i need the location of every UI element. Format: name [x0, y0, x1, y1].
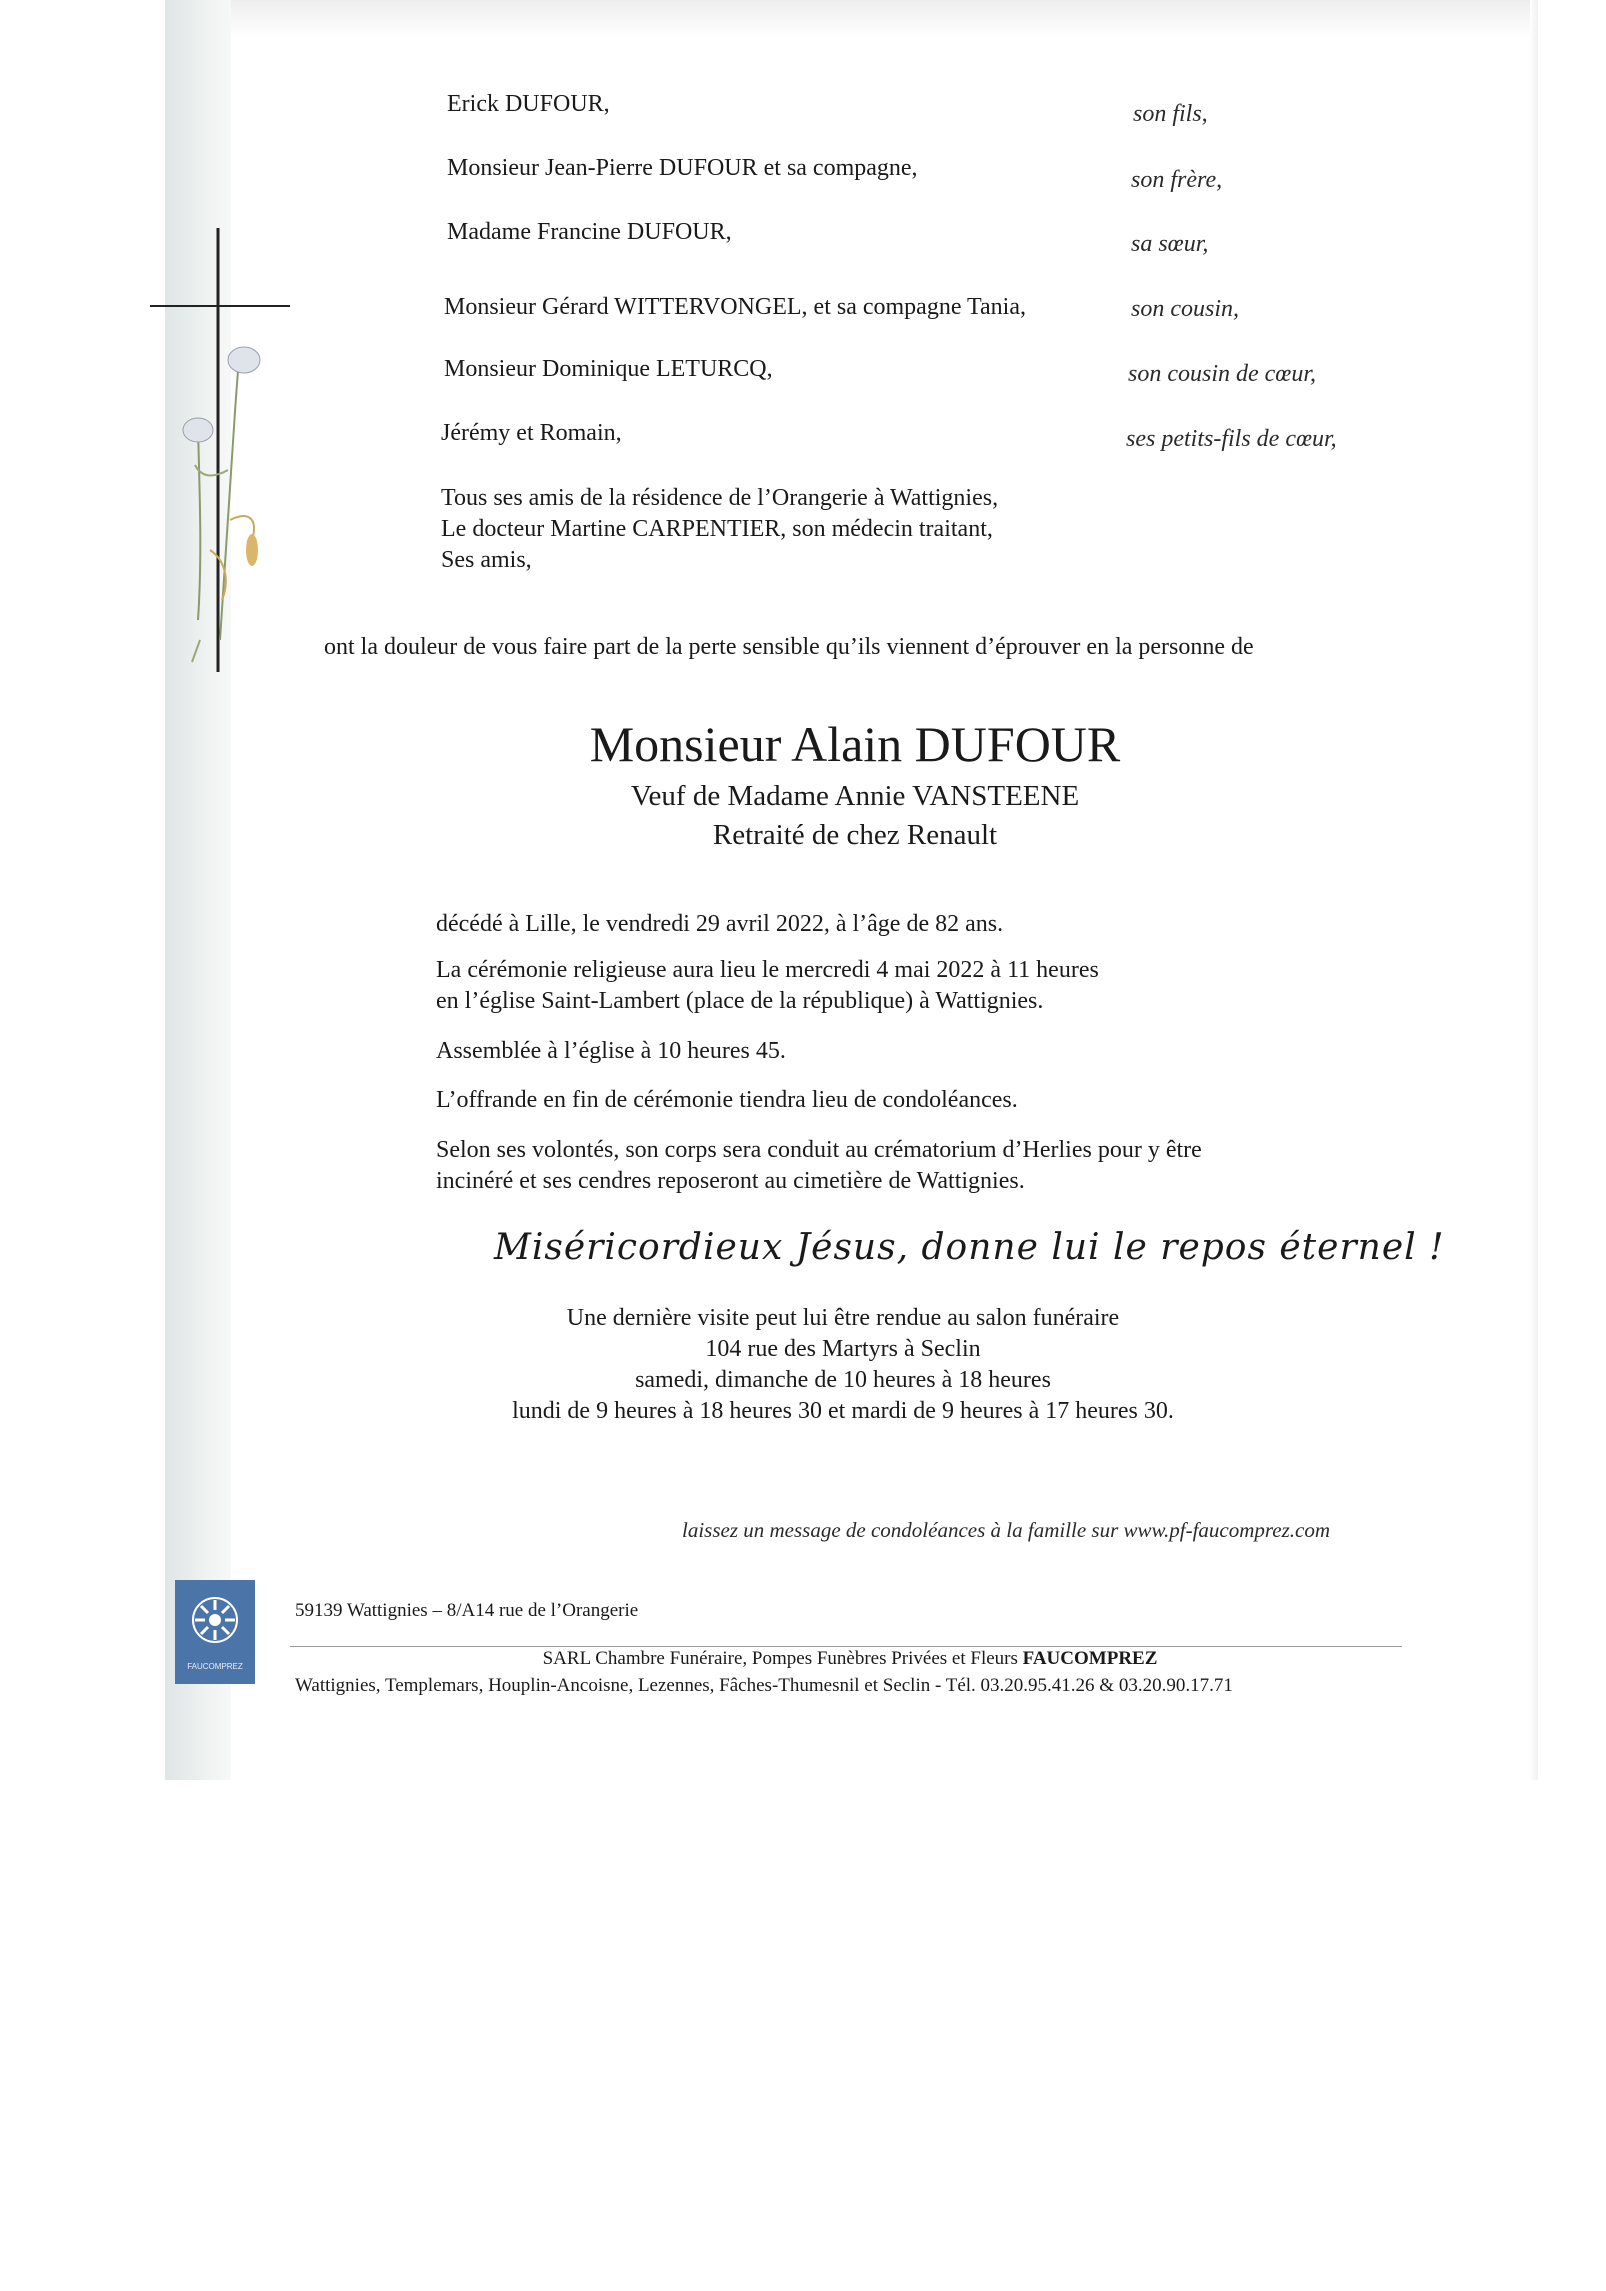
cross-flower-icon	[140, 220, 300, 680]
company-line	[0, 1648, 1606, 1670]
family-relation: son frère,	[1131, 167, 1223, 193]
cremation-line: Selon ses volontés, son corps sera conduit au crématorium d’Herlies pour y être	[436, 1137, 1202, 1163]
visit-line: Une dernière visite peut lui être rendue au salon funéraire	[566, 1305, 1120, 1331]
ceremony-line: en l’église Saint-Lambert (place de la république) à Wattignies.	[436, 988, 1044, 1014]
visit-info	[0, 1303, 1606, 1427]
assembly-info: Assemblée à l’église à 10 heures 45.	[436, 1038, 786, 1064]
family-name: Erick DUFOUR,	[447, 91, 610, 117]
ceremony-line: La cérémonie religieuse aura lieu le mercredi 4 mai 2022 à 11 heures	[436, 957, 1099, 983]
branches-line: Wattignies, Templemars, Houplin-Ancoisne, Lezennes, Fâches-Thumesnil et Seclin - Tél. 03.20.95.41.26 & 03.20.90.17.71	[295, 1675, 1233, 1696]
family-name: Monsieur Jean-Pierre DUFOUR et sa compagne,	[447, 155, 918, 181]
family-relation: ses petits-fils de cœur,	[1126, 426, 1337, 452]
family-name: Jérémy et Romain,	[441, 420, 622, 446]
scan-top-shadow	[231, 0, 1536, 38]
death-info: décédé à Lille, le vendredi 29 avril 2022, à l’âge de 82 ans.	[436, 911, 1004, 937]
scan-right-shadow	[1530, 0, 1538, 1780]
family-relation: son cousin,	[1131, 296, 1239, 322]
company-brand: FAUCOMPREZ	[1022, 1648, 1158, 1669]
others-line: Le docteur Martine CARPENTIER, son médecin traitant,	[441, 516, 993, 542]
cremation-details	[436, 1135, 1202, 1197]
offering-details	[436, 1085, 1018, 1116]
logo-text: FAUCOMPREZ	[187, 1662, 243, 1671]
deceased-name: Monsieur Alain DUFOUR	[589, 716, 1121, 772]
cremation-line: incinéré et ses cendres reposeront au cimetière de Wattignies.	[436, 1168, 1025, 1194]
family-name: Monsieur Gérard WITTERVONGEL, et sa compagne Tania,	[444, 294, 1026, 320]
offering-info: L’offrande en fin de cérémonie tiendra lieu de condoléances.	[436, 1087, 1018, 1113]
prayer-text: Miséricordieux Jésus, donne lui le repos éternel !	[494, 1227, 1445, 1268]
announcement-text: ont la douleur de vous faire part de la perte sensible qu’ils viennent d’éprouver en la personne de	[324, 634, 1254, 660]
address: 59139 Wattignies – 8/A14 rue de l’Orangerie	[295, 1600, 639, 1621]
visit-line: 104 rue des Martyrs à Seclin	[705, 1336, 981, 1362]
family-relation: son cousin de cœur,	[1128, 361, 1316, 387]
family-name: Monsieur Dominique LETURCQ,	[444, 356, 773, 382]
company-prefix: SARL Chambre Funéraire, Pompes Funèbres Privées et Fleurs	[542, 1648, 1018, 1669]
family-relation: son fils,	[1133, 101, 1208, 127]
death-details	[436, 909, 1003, 940]
others-list	[441, 483, 998, 576]
deceased-widower: Veuf de Madame Annie VANSTEENE	[630, 780, 1080, 812]
condolence-website: laissez un message de condoléances à la famille sur www.pf-faucomprez.com	[682, 1518, 1331, 1542]
footer-divider	[290, 1646, 1402, 1647]
deceased-occupation: Retraité de chez Renault	[712, 819, 998, 851]
family-name: Madame Francine DUFOUR,	[447, 219, 732, 245]
others-line: Ses amis,	[441, 547, 532, 573]
visit-line: samedi, dimanche de 10 heures à 18 heures	[635, 1367, 1051, 1393]
others-line: Tous ses amis de la résidence de l’Orangerie à Wattignies,	[441, 485, 999, 511]
ceremony-details	[436, 955, 1099, 1017]
assembly-details	[436, 1036, 786, 1067]
visit-line: lundi de 9 heures à 18 heures 30 et mardi de 9 heures à 17 heures 30.	[512, 1398, 1174, 1424]
family-relation: sa sœur,	[1131, 231, 1209, 257]
